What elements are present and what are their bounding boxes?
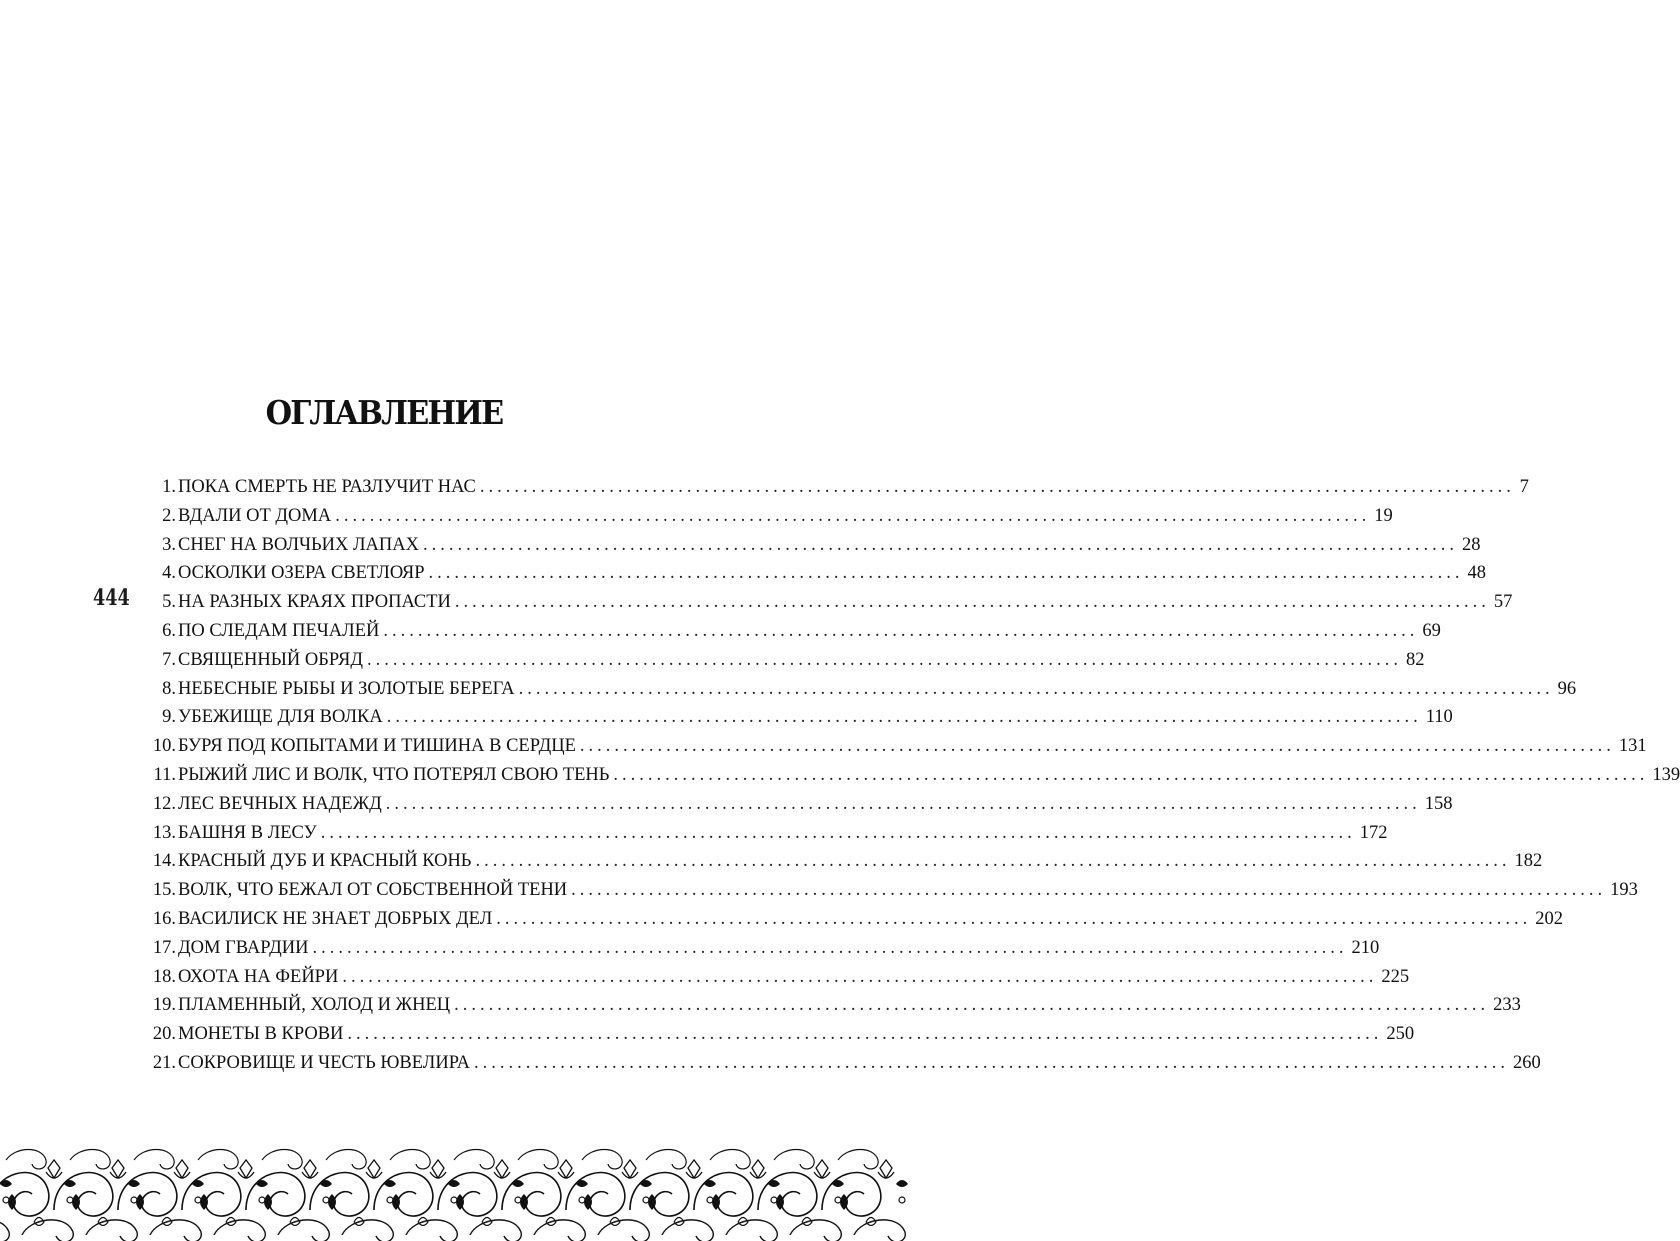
toc-entry-title: СВЯЩЕННЫЙ ОБРЯД (178, 649, 363, 670)
toc-entry (144, 937, 1380, 967)
toc-entry (144, 707, 1453, 736)
toc-entry (144, 995, 1521, 1024)
toc-leader-dots: ........................................................................................................................ (479, 477, 1515, 497)
toc-entry-title: УБЕЖИЩЕ ДЛЯ ВОЛКА (178, 707, 383, 728)
toc-entry-title: БАШНЯ В ЛЕСУ (178, 822, 317, 843)
toc-entry-number: 3. (162, 534, 176, 555)
table-of-contents (144, 477, 1680, 1082)
toc-entry (144, 649, 1425, 679)
toc-entry-page: 69 (1422, 620, 1441, 641)
toc-entry-title: ПЛАМЕННЫЙ, ХОЛОД И ЖНЕЦ (178, 995, 451, 1016)
toc-entry-title: ВОЛК, ЧТО БЕЖАЛ ОТ СОБСТВЕННОЙ ТЕНИ (178, 880, 568, 901)
toc-entry-page: 233 (1493, 995, 1521, 1016)
toc-entry-number: 18. (152, 966, 176, 987)
toc-entry (144, 505, 1393, 535)
toc-entry (144, 563, 1487, 592)
toc-entry-title: ЛЕС ВЕЧНЫХ НАДЕЖД (178, 793, 382, 814)
toc-entry-number: 13. (152, 822, 176, 843)
toc-entry (144, 736, 1647, 765)
toc-entry-page: 250 (1386, 1024, 1415, 1045)
toc-entry-title: МОНЕТЫ В КРОВИ (178, 1024, 344, 1045)
page-title: ОГЛАВЛЕНИЕ (265, 393, 503, 432)
toc-entry-number: 9. (162, 707, 176, 728)
toc-entry-title: ОСКОЛКИ ОЗЕРА СВЕТЛОЯР (178, 563, 425, 584)
toc-entry-title: КРАСНЫЙ ДУБ И КРАСНЫЙ КОНЬ (178, 851, 472, 872)
toc-entry (144, 851, 1543, 880)
toc-entry (144, 678, 1577, 708)
toc-entry-title: БУРЯ ПОД КОПЫТАМИ И ТИШИНА В СЕРДЦЕ (178, 736, 576, 757)
toc-entry-number: 4. (162, 563, 176, 584)
toc-entry-number: 7. (162, 649, 176, 670)
toc-entry-number: 6. (162, 620, 176, 641)
toc-leader-dots: ........................................................................................................................ (366, 649, 1402, 670)
toc-leader-dots: ........................................................................................................................ (518, 678, 1554, 699)
toc-entry (144, 1024, 1415, 1053)
toc-entry-number: 5. (162, 592, 176, 613)
toc-entry-page: 19 (1374, 505, 1393, 526)
toc-leader-dots: ........................................................................................................................ (454, 592, 1490, 613)
toc-entry (144, 822, 1388, 852)
toc-entry (144, 592, 1513, 621)
toc-leader-dots: ........................................................................................................................ (571, 880, 1607, 901)
toc-leader-dots: ........................................................................................................................ (320, 822, 1356, 843)
toc-leader-dots: ........................................................................................................................ (386, 707, 1422, 728)
toc-entry (144, 1052, 1541, 1082)
toc-leader-dots: ........................................................................................................................ (428, 563, 1464, 584)
toc-entry (144, 908, 1564, 938)
toc-leader-dots: ........................................................................................................................ (496, 908, 1532, 929)
toc-entry (144, 764, 1680, 794)
toc-leader-dots: ........................................................................................................................ (335, 505, 1371, 526)
toc-entry-title: ОХОТА НА ФЕЙРИ (178, 966, 339, 987)
toc-entry-page: 48 (1467, 563, 1487, 584)
toc-entry-number: 20. (152, 1024, 176, 1045)
floral-border-ornament-icon (0, 1140, 768, 1241)
toc-entry-title: НА РАЗНЫХ КРАЯХ ПРОПАСТИ (178, 592, 451, 613)
toc-leader-dots: ........................................................................................................................ (475, 851, 1511, 872)
toc-entry-number: 15. (152, 880, 176, 901)
toc-entry-page: 7 (1519, 477, 1529, 497)
toc-entry-number: 11. (153, 764, 176, 785)
toc-entry-page: 96 (1557, 678, 1577, 699)
toc-entry-title: ВДАЛИ ОТ ДОМА (178, 505, 332, 526)
toc-entry-page: 225 (1381, 966, 1410, 987)
toc-leader-dots: ........................................................................................................................ (613, 764, 1649, 785)
toc-entry-number: 2. (162, 505, 176, 526)
toc-entry-page: 210 (1351, 937, 1380, 958)
toc-entry-title: ВАСИЛИСК НЕ ЗНАЕТ ДОБРЫХ ДЕЛ (178, 908, 493, 929)
toc-entry (144, 477, 1529, 506)
toc-entry-number: 12. (152, 793, 176, 814)
toc-entry-number: 21. (152, 1052, 176, 1073)
toc-entry-number: 14. (152, 851, 176, 872)
toc-entry-title: СОКРОВИЩЕ И ЧЕСТЬ ЮВЕЛИРА (178, 1052, 470, 1073)
toc-leader-dots: ........................................................................................................................ (347, 1024, 1383, 1045)
toc-entry-page: 193 (1610, 880, 1638, 901)
toc-entry-title: СНЕГ НА ВОЛЧЬИХ ЛАПАХ (178, 534, 419, 555)
toc-leader-dots: ........................................................................................................................ (342, 966, 1378, 987)
page-number: 444 (93, 585, 130, 611)
toc-leader-dots: ........................................................................................................................ (383, 620, 1419, 641)
toc-leader-dots: ........................................................................................................................ (579, 736, 1615, 757)
toc-entry-page: 28 (1461, 534, 1481, 555)
toc-entry (144, 966, 1410, 996)
toc-entry-number: 8. (162, 678, 176, 699)
toc-leader-dots: ........................................................................................................................ (385, 793, 1421, 814)
toc-entry-page: 172 (1359, 822, 1388, 843)
toc-entry-page: 131 (1618, 736, 1647, 757)
toc-entry-page: 139 (1652, 764, 1680, 785)
toc-entry-number: 19. (152, 995, 176, 1016)
toc-leader-dots: ........................................................................................................................ (312, 937, 1348, 958)
toc-entry-page: 110 (1425, 707, 1453, 728)
toc-entry-number: 16. (152, 908, 176, 929)
toc-entry-title: РЫЖИЙ ЛИС И ВОЛК, ЧТО ПОТЕРЯЛ СВОЮ ТЕНЬ (178, 764, 610, 785)
toc-entry-number: 10. (152, 736, 176, 757)
toc-leader-dots: ........................................................................................................................ (422, 534, 1458, 555)
toc-entry (144, 880, 1638, 909)
toc-entry-title: ПОКА СМЕРТЬ НЕ РАЗЛУЧИТ НАС (178, 477, 476, 497)
toc-leader-dots: ........................................................................................................................ (454, 995, 1490, 1016)
toc-entry (144, 534, 1481, 564)
toc-entry-page: 202 (1535, 908, 1564, 929)
toc-entry-page: 158 (1424, 793, 1453, 814)
toc-entry-title: ПО СЛЕДАМ ПЕЧАЛЕЙ (178, 620, 380, 641)
toc-entry-page: 57 (1493, 592, 1513, 613)
toc-entry-title: НЕБЕСНЫЕ РЫБЫ И ЗОЛОТЫЕ БЕРЕГА (178, 678, 515, 699)
toc-entry (144, 620, 1441, 650)
toc-entry-number: 17. (152, 937, 176, 958)
toc-entry-page: 182 (1514, 851, 1543, 872)
toc-entry-page: 82 (1405, 649, 1425, 670)
toc-entry-page: 260 (1513, 1052, 1541, 1073)
toc-entry-title: ДОМ ГВАРДИИ (178, 937, 309, 958)
toc-leader-dots: ........................................................................................................................ (474, 1052, 1509, 1073)
toc-entry (144, 793, 1453, 823)
toc-entry-number: 1. (162, 477, 176, 497)
